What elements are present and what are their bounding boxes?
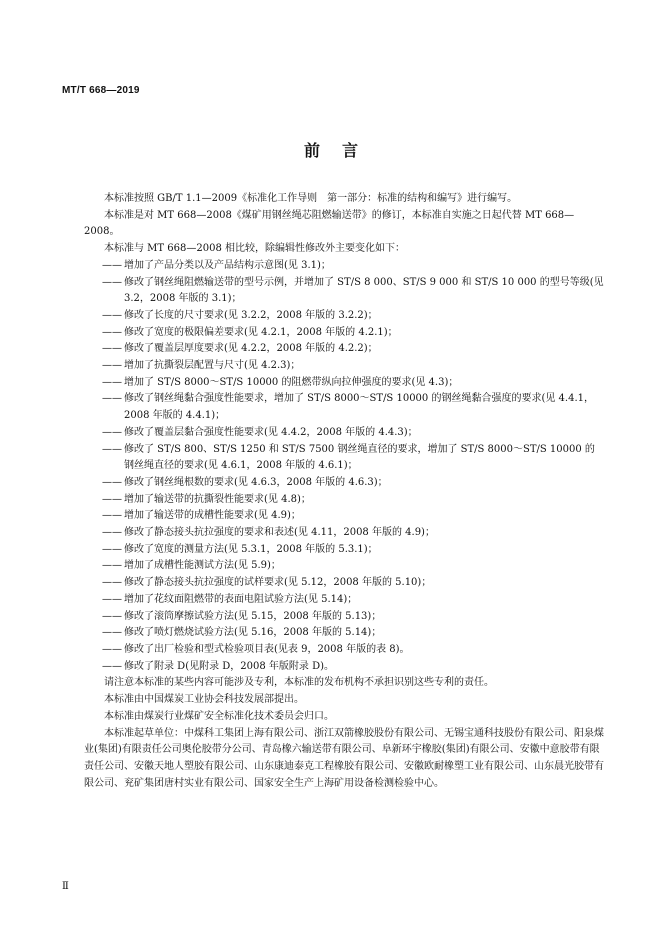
dash-marker: —— (102, 493, 122, 505)
dash-marker: —— (102, 593, 122, 605)
dash-marker: —— (102, 577, 122, 589)
list-item: —— 修改了钢丝绳阻燃输送带的型号示例，并增加了 ST/S 8 000、ST/S 9 000 和 ST/S 10 000 的型号等级(见 3.2，2008 年版的 3.1)； (102, 276, 604, 305)
list-item: —— 修改了 ST/S 800、ST/S 1250 和 ST/S 7500 钢丝绳直径的要求，增加了 ST/S 8000～ST/S 10000 的钢丝绳直径的要求(见 4.6.1，2008 年版的 4.6.1)； (102, 443, 595, 472)
dash-marker: —— (102, 326, 122, 338)
page-title: 前言 (303, 141, 380, 160)
dash-marker: —— (102, 543, 122, 555)
list-item: —— 修改了附录 D(见附录 D，2008 年版附录 D)。 (84, 659, 604, 676)
list-item: —— 修改了钢丝绳根数的要求(见 4.6.3，2008 年版的 4.6.3)； (84, 475, 604, 492)
dash-marker: —— (102, 276, 122, 288)
dash-marker: —— (102, 426, 122, 438)
list-item: —— 修改了喷灯燃烧试验方法(见 5.16，2008 年版的 5.14)； (84, 625, 604, 642)
list-item: —— 增加了产品分类以及产品结构示意图(见 3.1)； (84, 258, 604, 275)
dash-marker: —— (102, 343, 122, 355)
list-item: —— 修改了滚筒摩擦试验方法(见 5.15，2008 年版的 5.13)； (84, 609, 604, 626)
standard-number-header: MT/T 668—2019 (62, 85, 140, 96)
dash-marker: —— (102, 476, 122, 488)
list-item: —— 修改了长度的尺寸要求(见 3.2.2，2008 年版的 3.2.2)； (84, 308, 604, 325)
dash-marker: —— (102, 527, 122, 539)
list-item: —— 修改了宽度的测量方法(见 5.3.1，2008 年版的 5.3.1)； (84, 542, 604, 559)
list-item: —— 修改了覆盖层厚度要求(见 4.2.2，2008 年版的 4.2.2)； (84, 341, 604, 358)
paragraph-drafting-units: 本标准起草单位：中煤科工集团上海有限公司、浙江双箭橡胶股份有限公司、无锡宝通科技股份有限公司、阳泉煤业(集团)有限责任公司奥伦胶带分公司、青岛橡六输送带有限公司、阜新环宇橡胶(集团)有限公司、安徽中意胶带有限责任公司、安徽天地人塑胶有限公司、山东康迪泰克工程橡胶有限公司、安徽欧耐橡塑工业有限公司、山东晨光胶带有限公司、兖矿集团唐村实业有限公司、国家安全生产上海矿用设备检测检验中心。 (84, 727, 604, 789)
paragraph-patent-notice: 请注意本标准的某些内容可能涉及专利，本标准的发布机构不承担识别这些专利的责任。 (104, 677, 494, 689)
paragraph-revision-note: 本标准是对 MT 668—2008《煤矿用钢丝绳芯阻燃输送带》的修订，本标准自实施之日起代替 MT 668—2008。 (84, 209, 575, 238)
list-item: —— 增加了输送带的抗撕裂性能要求(见 4.8)； (84, 492, 604, 509)
list-item: —— 修改了静态接头抗拉强度的试样要求(见 5.12，2008 年版的 5.10)； (84, 575, 604, 592)
dash-marker: —— (102, 560, 122, 572)
paragraph-compilation-basis: 本标准按照 GB/T 1.1—2009《标准化工作导则 第一部分：标准的结构和编写》进行编写。 (104, 193, 518, 204)
dash-marker: —— (102, 309, 122, 321)
dash-marker: —— (102, 610, 122, 622)
list-item: —— 修改了出厂检验和型式检验项目表(见表 9，2008 年版的表 8)。 (84, 642, 604, 659)
list-item: —— 修改了静态接头抗拉强度的要求和表述(见 4.11，2008 年版的 4.9)； (84, 525, 604, 542)
page-number: Ⅱ (62, 881, 69, 892)
list-item: —— 增加了输送带的成槽性能要求(见 4.9)； (84, 508, 604, 525)
paragraph-centralized-by: 本标准由煤炭行业煤矿安全标准化技术委员会归口。 (104, 710, 334, 722)
list-item: —— 修改了覆盖层黏合强度性能要求(见 4.4.2，2008 年版的 4.4.3)； (84, 425, 604, 442)
list-item: —— 修改了宽度的极限偏差要求(见 4.2.1，2008 年版的 4.2.1)； (84, 325, 604, 342)
list-item: —— 修改了钢丝绳黏合强度性能要求，增加了 ST/S 8000～ST/S 10000 的钢丝绳黏合强度的要求(见 4.4.1，2008 年版的 4.4.1)； (102, 393, 594, 422)
document-body (84, 191, 604, 792)
dash-marker: —— (102, 660, 122, 672)
dash-marker: —— (102, 376, 122, 388)
list-item: —— 增加了成槽性能测试方法(见 5.9)； (84, 558, 604, 575)
list-item: —— 增加了花纹面阻燃带的表面电阻试验方法(见 5.14)； (84, 592, 604, 609)
paragraph-changes-intro: 本标准与 MT 668—2008 相比较，除编辑性修改外主要变化如下： (104, 243, 405, 255)
list-item: —— 增加了抗撕裂层配置与尺寸(见 4.2.3)； (84, 358, 604, 375)
list-item: —— 增加了 ST/S 8000～ST/S 10000 的阻燃带纵向拉伸强度的要求(见 4.3)； (84, 375, 604, 392)
dash-marker: —— (102, 643, 122, 655)
dash-marker: —— (102, 510, 122, 522)
changes-list (84, 258, 604, 676)
paragraph-proposed-by: 本标准由中国煤炭工业协会科技发展部提出。 (104, 694, 304, 706)
dash-marker: —— (102, 393, 122, 405)
dash-marker: —— (102, 259, 122, 271)
dash-marker: —— (102, 360, 122, 372)
dash-marker: —— (102, 627, 122, 639)
dash-marker: —— (102, 443, 122, 455)
